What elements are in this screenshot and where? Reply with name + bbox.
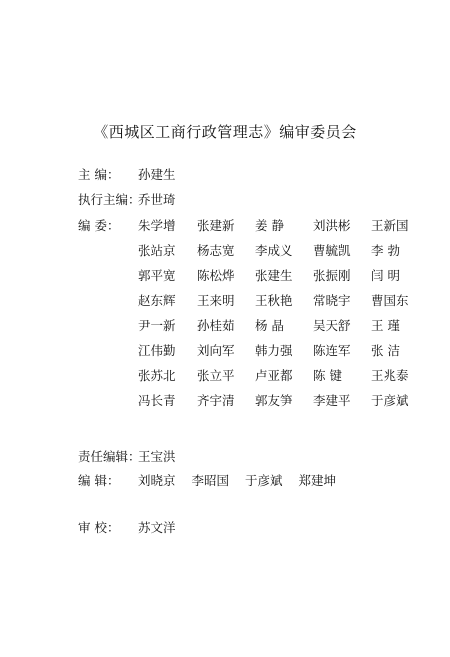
committee-member: 张建新 (197, 218, 235, 233)
committee-member: 曹毓凯 (313, 243, 351, 258)
page-title: 《西城区工商行政管理志》编审委员会 (93, 123, 357, 141)
committee-member: 冯长青 (138, 393, 176, 408)
committee-member: 王秋艳 (255, 293, 293, 308)
committee-member: 吴天舒 (313, 318, 351, 333)
committee-member: 齐宇清 (197, 393, 235, 408)
committee-member: 于彦斌 (371, 393, 409, 408)
committee-member: 韩力强 (255, 343, 293, 358)
committee-member: 郭平宽 (138, 268, 176, 283)
proofreader-name: 苏文洋 (138, 520, 176, 535)
committee-member: 张 洁 (371, 343, 400, 358)
exec-editor-row (78, 191, 176, 209)
responsible-editor-label: 责任编辑： (78, 449, 141, 464)
committee-member: 曹国东 (371, 293, 409, 308)
committee-member: 卢亚都 (255, 368, 293, 383)
editors-names (138, 473, 352, 488)
committee-member: 王 瑾 (371, 318, 400, 333)
committee-member: 李 勃 (371, 243, 400, 258)
committee-member: 陈 键 (313, 368, 342, 383)
responsible-editor-name: 王宝洪 (138, 449, 176, 464)
editors-row (78, 472, 352, 490)
committee-member: 陈连军 (313, 343, 351, 358)
committee-member: 江伟勤 (138, 343, 176, 358)
proofreader-row (78, 519, 176, 537)
committee-member: 杨志宽 (197, 243, 235, 258)
committee-member: 刘洪彬 (313, 218, 351, 233)
committee-member: 尹一新 (138, 318, 176, 333)
editors-label: 编 辑： (78, 473, 120, 488)
proofreader-label: 审 校： (78, 520, 120, 535)
committee-label: 编 委： (78, 218, 120, 233)
editor-name: 刘晓京 (138, 473, 176, 488)
committee-member: 王来明 (197, 293, 235, 308)
committee-member: 孙桂茹 (197, 318, 235, 333)
committee-member: 王兆泰 (371, 368, 409, 383)
exec-editor-label: 执行主编： (78, 192, 141, 207)
chief-editor-label: 主 编： (78, 167, 120, 182)
committee-member: 杨 晶 (255, 318, 284, 333)
committee-member: 张立平 (197, 368, 235, 383)
committee-member: 李成义 (255, 243, 293, 258)
exec-editor-name: 乔世琦 (138, 192, 176, 207)
committee-member: 张建生 (255, 268, 293, 283)
committee-member: 郭友笋 (255, 393, 293, 408)
committee-member: 刘向军 (197, 343, 235, 358)
committee-member: 赵东辉 (138, 293, 176, 308)
committee-member: 张苏北 (138, 368, 176, 383)
committee-member: 王新国 (371, 218, 409, 233)
editor-name: 郑建坤 (298, 473, 337, 488)
committee-member: 朱学增 (138, 218, 176, 233)
committee-member: 闫 明 (371, 268, 400, 283)
committee-member: 张振刚 (313, 268, 351, 283)
committee-member: 陈松烨 (197, 268, 235, 283)
responsible-editor-row (78, 448, 176, 466)
committee-label-row (78, 217, 138, 235)
chief-editor-name: 孙建生 (138, 167, 176, 182)
chief-editor-row (78, 166, 176, 184)
editor-name: 于彦斌 (245, 473, 283, 488)
committee-member: 常晓宇 (313, 293, 351, 308)
committee-member: 姜 静 (255, 218, 284, 233)
committee-member: 李建平 (313, 393, 351, 408)
editor-name: 李昭国 (191, 473, 230, 488)
committee-member: 张站京 (138, 243, 176, 258)
